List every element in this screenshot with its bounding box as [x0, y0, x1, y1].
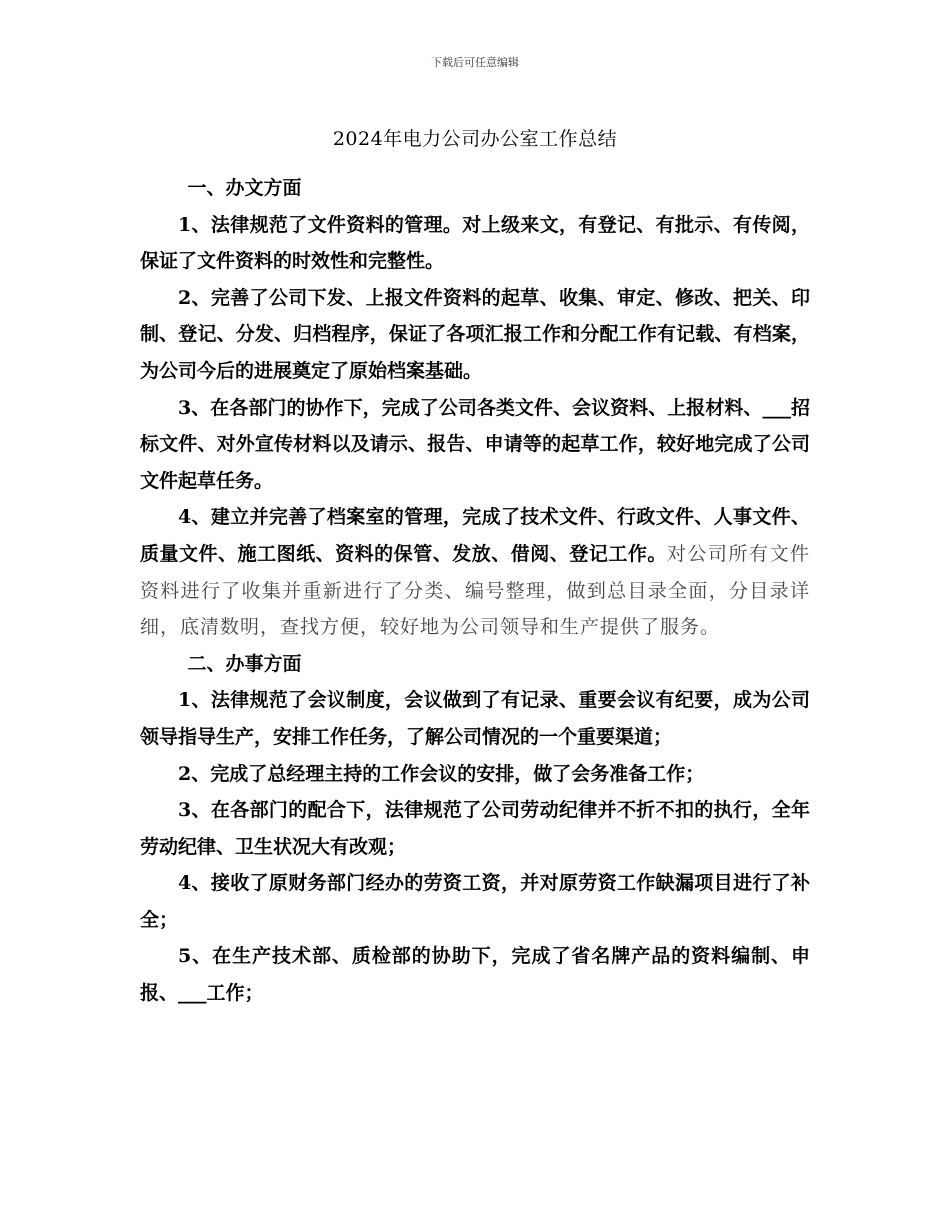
paragraph-2-4: 4、接收了原财务部门经办的劳资工资，并对原劳资工作缺漏项目进行了补全； [140, 872, 810, 931]
paragraph-1-4 [140, 499, 810, 645]
paragraph-1-4-light: 对公司所有文件资料进行了收集并重新进行了分类、编号整理，做到总目录全面，分目录详细，底清数明，查找方便，较好地为公司领导和生产提供了服务。 [140, 542, 810, 639]
paragraph-1-2: 2、完善了公司下发、上报文件资料的起草、收集、审定、修改、把关、印制、登记、分发、归档程序，保证了各项汇报工作和分配工作有记载、有档案，为公司今后的进展奠定了原始档案基础。 [140, 286, 810, 382]
paragraph-2-3: 3、在各部门的配合下，法律规范了公司劳动纪律并不折不扣的执行，全年劳动纪律、卫生状况大有改观； [140, 799, 810, 858]
header-note: 下载后可任意编辑 [431, 56, 519, 69]
document-body [140, 170, 810, 1012]
paragraph-2-1: 1、法律规范了会议制度，会议做到了有记录、重要会议有纪要，成为公司领导指导生产，安排工作任务，了解公司情况的一个重要渠道； [140, 689, 810, 748]
paragraph-1-1: 1、法律规范了文件资料的管理。对上级来文，有登记、有批示、有传阅，保证了文件资料的时效性和完整性。 [140, 213, 810, 273]
paragraph-1-3: 3、在各部门的协作下，完成了公司各类文件、会议资料、上报材料、___招标文件、对外宣传材料以及请示、报告、申请等的起草工作，较好地完成了公司文件起草任务。 [140, 396, 810, 492]
paragraph-1-4-bold: 4、建立并完善了档案室的管理，完成了技术文件、行政文件、人事文件、质量文件、施工图纸、资料的保管、发放、借阅、登记工作。 [140, 506, 810, 565]
section-heading-2: 二、办事方面 [187, 652, 302, 675]
paragraph-2-5: 5、在生产技术部、质检部的协助下，完成了省名牌产品的资料编制、申报、___工作； [140, 945, 810, 1005]
document-title: 2024年电力公司办公室工作总结 [332, 128, 618, 150]
section-heading-1: 一、办文方面 [187, 177, 302, 199]
paragraph-2-2: 2、完成了总经理主持的工作会议的安排，做了会务准备工作； [178, 762, 705, 785]
